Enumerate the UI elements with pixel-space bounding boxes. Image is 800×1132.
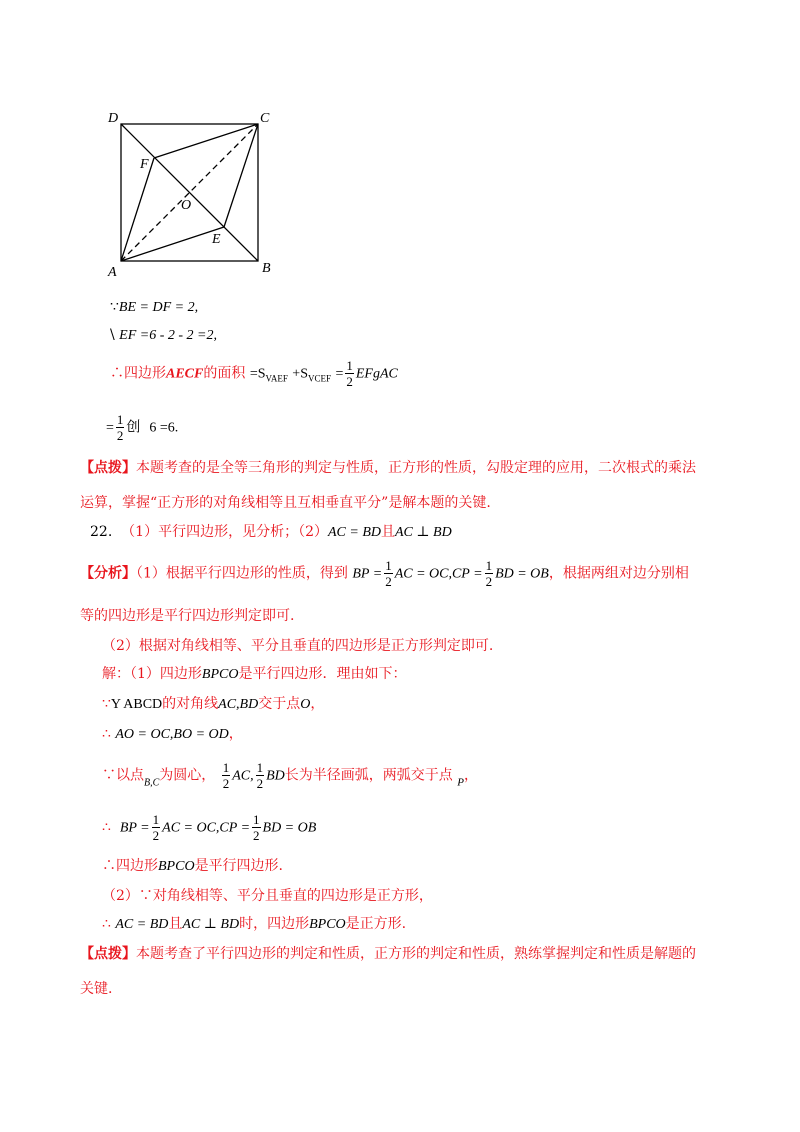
label-o: O <box>181 198 192 213</box>
label-c: C <box>260 111 270 126</box>
jie-line: 解：（1）四边形BPCO是平行四边形．理由如下： <box>102 666 407 682</box>
line-area-result: = $\frac{1}{2}$ 创 6 =6. <box>106 412 179 443</box>
label-b: B <box>262 261 271 276</box>
label-e: E <box>212 232 221 247</box>
dianbo-1-line-1: 【点拨】本题考查的是全等三角形的判定与性质，正方形的性质，勾股定理的应用，二次根式的乘法 <box>80 460 696 476</box>
segment-af <box>121 158 154 261</box>
fraction-half: $\frac{1}{2}$ <box>346 358 353 389</box>
fenxi-line-2: 等的四边形是平行四边形判定即可. <box>80 608 295 624</box>
dianbo-2-line-1: 【点拨】本题考查了平行四边形的判定和性质，正方形的判定和性质，熟练掌握判定和性质是解题的 <box>80 946 696 962</box>
fenxi-line-3: （2）根据对角线相等、平分且垂直的四边形是正方形判定即可. <box>102 638 494 654</box>
segment-fc <box>154 124 258 158</box>
line-ef: \ EF =6 - 2 - 2 =2, <box>110 327 217 343</box>
line-area-formula: ∴四边形AECF的面积 $=S_{VAEF} +S_{VCEF}$ = $\frac{1}{2}$ EFgAC <box>110 358 398 389</box>
q22-answer: 22. （1）平行四边形，见分析；（2）AC = BD且AC ⊥ BD <box>90 524 452 540</box>
step-2: ∴ AO = OC,BO = OD， <box>102 726 243 742</box>
step-1: ∵Y ABCD的对角线AC,BD交于点O， <box>102 696 325 712</box>
step-7: ∴ AC = BD且AC ⊥ BD时，四边形BPCO是正方形. <box>102 916 407 932</box>
line-be-df: ∵BE = DF = 2, <box>110 299 199 315</box>
label-d: D <box>108 111 119 126</box>
label-f: F <box>140 157 149 172</box>
fraction-half: $\frac{1}{2}$ <box>485 558 493 589</box>
segment-ec <box>224 124 258 227</box>
step-5: ∴四边形BPCO是平行四边形. <box>102 858 284 874</box>
segment-ae <box>121 227 224 261</box>
fenxi-line-1: 【分析】（1）根据平行四边形的性质，得到 BP = $\frac{1}{2}$ AC = OC,CP = $\frac{1}{2}$ BD = OB，根据两组对边分别相 <box>80 558 689 589</box>
square-figure <box>100 100 290 285</box>
fraction-half: $\frac{1}{2}$ <box>222 760 230 791</box>
step-4: ∴ BP = $\frac{1}{2}$ AC = OC,CP = $\frac{1}{2}$ BD = OB <box>102 812 317 843</box>
fraction-half: $\frac{1}{2}$ <box>385 558 392 589</box>
label-a: A <box>108 265 117 280</box>
dianbo-2-line-2: 关键. <box>80 981 113 997</box>
fraction-half: $\frac{1}{2}$ <box>253 812 260 843</box>
step-6: （2）∵对角线相等、平分且垂直的四边形是正方形， <box>102 888 433 904</box>
fraction-half: $\frac{1}{2}$ <box>152 812 160 843</box>
step-3: ∵以点$_{B,C}$为圆心， $\frac{1}{2}$ AC, $\frac{1}{2}$ BD长为半径画弧，两弧交于点 $_P$， <box>102 760 478 791</box>
fraction-half: $\frac{1}{2}$ <box>256 760 264 791</box>
dianbo-1-line-2: 运算，掌握“正方形的对角线相等且互相垂直平分”是解本题的关键. <box>80 495 491 511</box>
fraction-half: $\frac{1}{2}$ <box>116 412 124 443</box>
